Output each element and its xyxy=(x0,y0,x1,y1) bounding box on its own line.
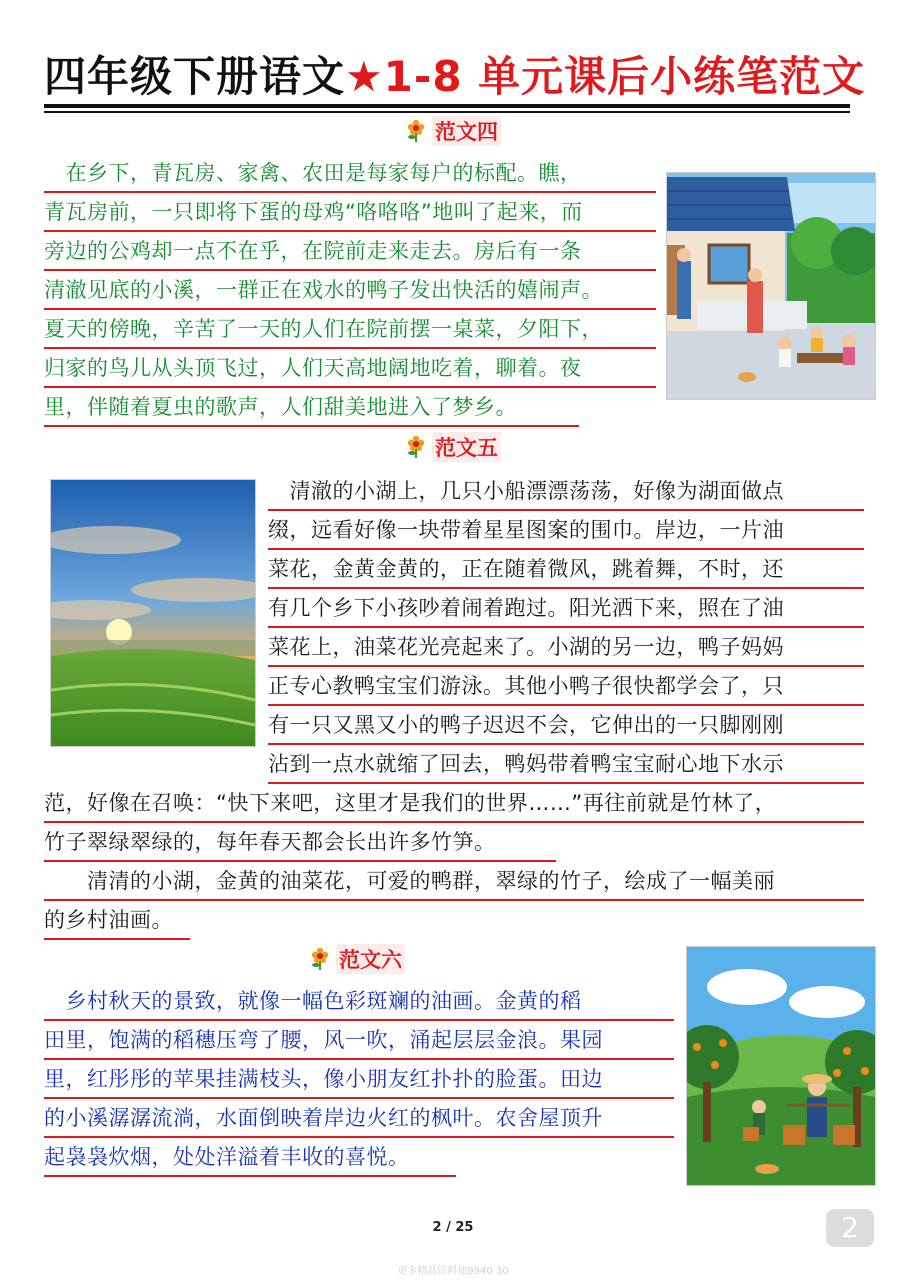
section4-title: 范文四 xyxy=(432,116,501,146)
section4-text xyxy=(44,154,656,427)
section5-title: 范文五 xyxy=(432,432,501,462)
text-line: 的乡村油画。 xyxy=(44,901,190,940)
text-line: 范，好像在召唤：“快下来吧，这里才是我们的世界……”再往前就是竹林了， xyxy=(44,784,864,823)
text-line: 青瓦房前，一只即将下蛋的母鸡“咯咯咯”地叫了起来，而 xyxy=(44,193,656,232)
flower-icon xyxy=(404,119,428,143)
section5-heading xyxy=(404,432,501,462)
watermark: 更多精品资料加9940 30 xyxy=(397,1266,509,1277)
document-title xyxy=(44,52,866,110)
sunset-landscape-photo xyxy=(50,479,256,747)
text-line: 起袅袅炊烟，处处洋溢着丰收的喜悦。 xyxy=(44,1138,456,1177)
autumn-orchard-illustration xyxy=(686,946,876,1186)
section4-heading xyxy=(404,116,501,146)
title-underline-thick xyxy=(44,104,850,108)
text-line: 清清的小湖，金黄的油菜花，可爱的鸭群，翠绿的竹子，绘成了一幅美丽 xyxy=(44,862,864,901)
text-line: 夏天的傍晚，辛苦了一天的人们在院前摆一桌菜，夕阳下， xyxy=(44,310,656,349)
text-line: 正专心教鸭宝宝们游泳。其他小鸭子很快都学会了，只 xyxy=(268,667,864,706)
title-main: 四年级下册语文 xyxy=(44,52,346,101)
title-sub: 1-8 单元课后小练笔范文 xyxy=(383,52,866,101)
flower-icon xyxy=(308,947,332,971)
page-number-badge: 2 xyxy=(826,1209,874,1247)
text-line: 竹子翠绿翠绿的，每年春天都会长出许多竹笋。 xyxy=(44,823,556,862)
section6-title: 范文六 xyxy=(336,944,405,974)
text-line: 里，伴随着夏虫的歌声，人们甜美地进入了梦乡。 xyxy=(44,388,579,427)
text-line: 归家的鸟儿从头顶飞过，人们天高地阔地吃着，聊着。夜 xyxy=(44,349,656,388)
village-house-illustration xyxy=(666,172,876,400)
text-line: 里，红彤彤的苹果挂满枝头，像小朋友红扑扑的脸蛋。田边 xyxy=(44,1060,674,1099)
section5-text-full xyxy=(44,784,864,940)
flower-icon xyxy=(404,435,428,459)
title-underline-thin xyxy=(44,111,850,113)
text-line: 沾到一点水就缩了回去，鸭妈带着鸭宝宝耐心地下水示 xyxy=(268,745,864,784)
text-line: 菜花上，油菜花光亮起来了。小湖的另一边，鸭子妈妈 xyxy=(268,628,864,667)
text-line: 在乡下，青瓦房、家禽、农田是每家每户的标配。瞧， xyxy=(44,154,656,193)
text-line: 乡村秋天的景致，就像一幅色彩斑斓的油画。金黄的稻 xyxy=(44,982,674,1021)
text-line: 田里，饱满的稻穗压弯了腰，风一吹，涌起层层金浪。果园 xyxy=(44,1021,674,1060)
text-line: 菜花，金黄金黄的，正在随着微风，跳着舞，不时，还 xyxy=(268,550,864,589)
text-line: 旁边的公鸡却一点不在乎，在院前走来走去。房后有一条 xyxy=(44,232,656,271)
section6-heading xyxy=(308,944,405,974)
page-indicator: 2 / 25 xyxy=(432,1220,474,1235)
title-star: ★ xyxy=(345,52,384,101)
text-line: 有一只又黑又小的鸭子迟迟不会，它伸出的一只脚刚刚 xyxy=(268,706,864,745)
text-line: 缀，远看好像一块带着星星图案的围巾。岸边，一片油 xyxy=(268,511,864,550)
section6-text xyxy=(44,982,674,1177)
text-line: 清澈见底的小溪，一群正在戏水的鸭子发出快活的嬉闹声。 xyxy=(44,271,656,310)
section5-text-right xyxy=(268,472,864,784)
text-line: 清澈的小湖上，几只小船漂漂荡荡，好像为湖面做点 xyxy=(268,472,864,511)
text-line: 的小溪潺潺流淌，水面倒映着岸边火红的枫叶。农舍屋顶升 xyxy=(44,1099,674,1138)
text-line: 有几个乡下小孩吵着闹着跑过。阳光洒下来，照在了油 xyxy=(268,589,864,628)
